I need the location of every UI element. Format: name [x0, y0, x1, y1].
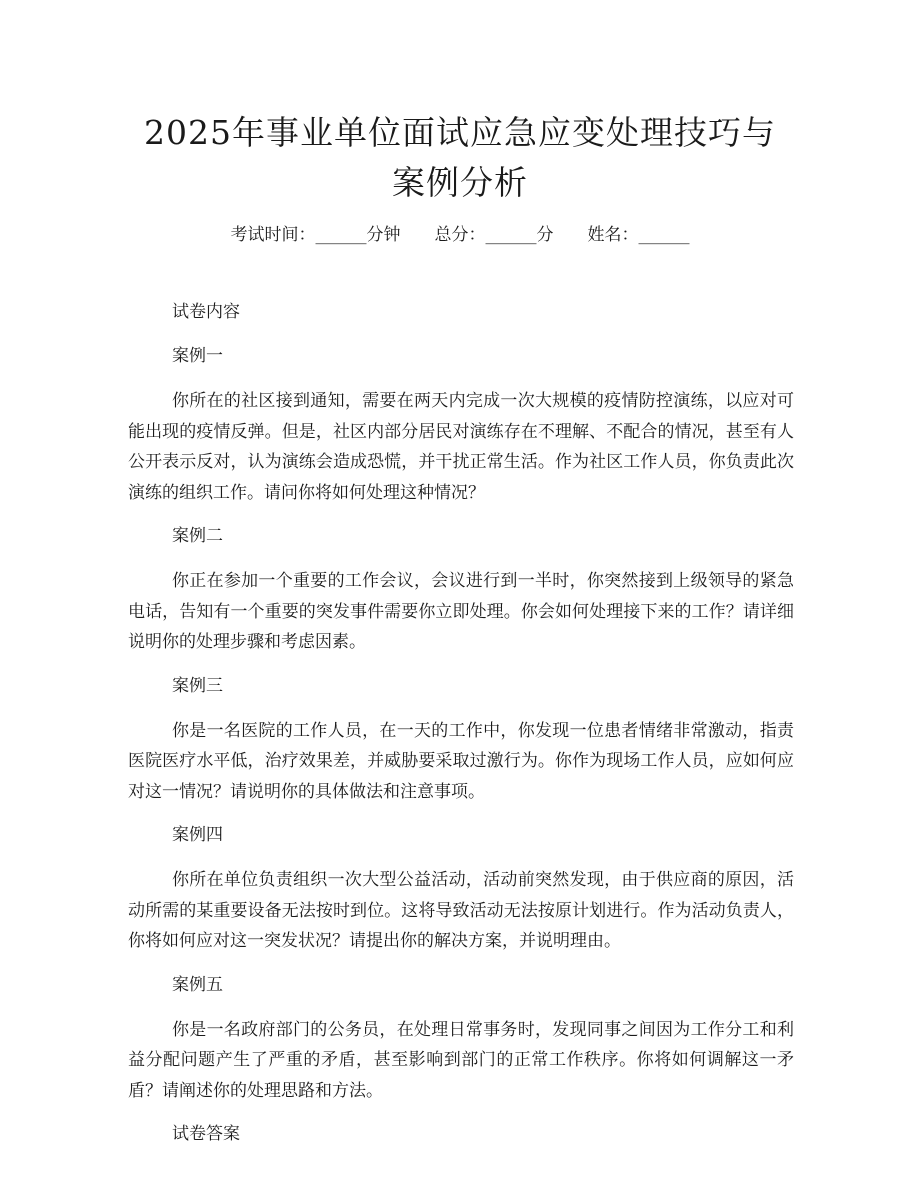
case-1-heading: 案例一 [172, 346, 223, 366]
exam-meta-line [0, 222, 920, 248]
document-title: 2025年事业单位面试应急应变处理技巧与案例分析 [144, 113, 776, 202]
total-score-field: 总分：______分 [434, 225, 554, 245]
exam-time-field: 考试时间：______分钟 [230, 225, 401, 245]
case-4-text: 你所在单位负责组织一次大型公益活动，活动前突然发现，由于供应商的原因，活动所需的某重要设备无法按时到位。这将导致活动无法按原计划进行。作为活动负责人，你将如何应对这一突发状况？请提出你的解决方案，并说明理由。 [128, 870, 794, 951]
case-3-text: 你是一名医院的工作人员，在一天的工作中，你发现一位患者情绪非常激动，指责医院医疗水平低，治疗效果差，并威胁要采取过激行为。你作为现场工作人员，应如何应对这一情况？请说明你的具体做法和注意事项。 [128, 720, 794, 802]
case-4-heading: 案例四 [172, 825, 223, 845]
case-2-heading: 案例二 [172, 526, 223, 546]
section-heading-content: 试卷内容 [172, 302, 240, 322]
case-5-text: 你是一名政府部门的公务员，在处理日常事务时，发现同事之间因为工作分工和利益分配问题产生了严重的矛盾，甚至影响到部门的正常工作秩序。你将如何调解这一矛盾？请阐述你的处理思路和方法。 [128, 1019, 794, 1101]
case-1-text: 你所在的社区接到通知，需要在两天内完成一次大规模的疫情防控演练，以应对可能出现的疫情反弹。但是，社区内部分居民对演练存在不理解、不配合的情况，甚至有人公开表示反对，认为演练会造成恐慌，并干扰正常生活。作为社区工作人员，你负责此次演练的组织工作。请问你将如何处理这种情况？ [128, 391, 794, 503]
candidate-name-field: 姓名：______ [587, 225, 690, 245]
section-heading-answers: 试卷答案 [172, 1124, 240, 1144]
document-body [128, 298, 794, 1164]
case-2-text: 你正在参加一个重要的工作会议，会议进行到一半时，你突然接到上级领导的紧急电话，告知有一个重要的突发事件需要你立即处理。你会如何处理接下来的工作？请详细说明你的处理步骤和考虑因素。 [128, 571, 794, 652]
case-5-heading: 案例五 [172, 974, 223, 995]
case-3-heading: 案例三 [172, 675, 223, 696]
